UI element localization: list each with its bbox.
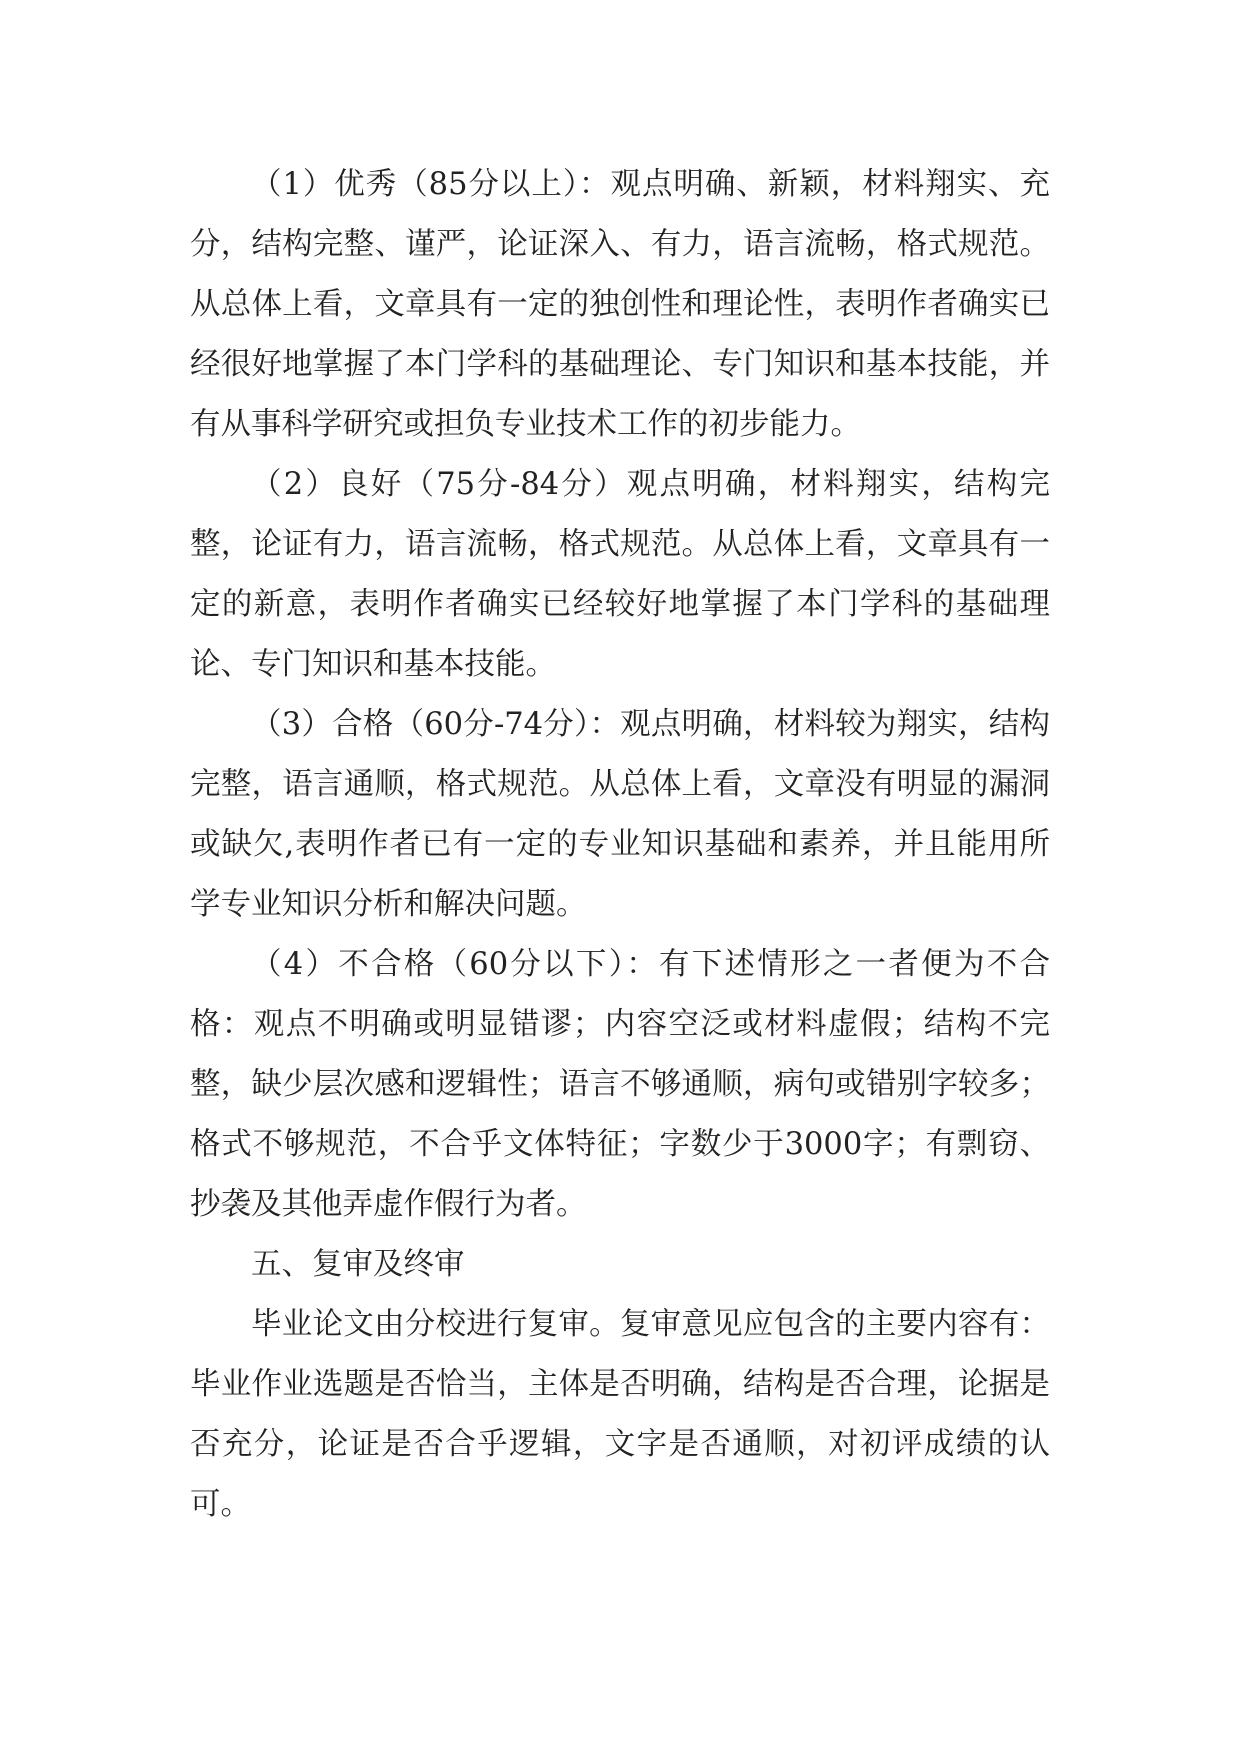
grade-fail-paragraph: （4）不合格（60分以下）：有下述情形之一者便为不合格：观点不明确或明显错谬；内容空泛或材料虚假；结构不完整，缺少层次感和逻辑性；语言不够通顺，病句或错别字较多；格式不够规范，不合乎文体特征；字数少于3000字；有剽窃、抄袭及其他弄虚作假行为者。	[190, 947, 1050, 1222]
section-heading: 五、复审及终审	[251, 1247, 465, 1282]
review-paragraph: 毕业论文由分校进行复审。复审意见应包含的主要内容有：毕业作业选题是否恰当，主体是否明确，结构是否合理，论据是否充分，论证是否合乎逻辑，文字是否通顺，对初评成绩的认可。	[190, 1307, 1050, 1522]
grade-good-paragraph: （2）良好（75分-84分）观点明确，材料翔实，结构完整，论证有力，语言流畅，格式规范。从总体上看，文章具有一定的新意，表明作者确实已经较好地掌握了本门学科的基础理论、专门知识和基本技能。	[190, 467, 1050, 682]
grade-pass-paragraph: （3）合格（60分-74分）：观点明确，材料较为翔实，结构完整，语言通顺，格式规范。从总体上看，文章没有明显的漏洞或缺欠,表明作者已有一定的专业知识基础和素养，并且能用所学专业知识分析和解决问题。	[190, 707, 1050, 922]
document-body	[190, 155, 1050, 1535]
grade-excellent-paragraph: （1）优秀（85分以上）：观点明确、新颖，材料翔实、充分，结构完整、谨严，论证深入、有力，语言流畅，格式规范。从总体上看，文章具有一定的独创性和理论性，表明作者确实已经很好地掌握了本门学科的基础理论、专门知识和基本技能，并有从事科学研究或担负专业技术工作的初步能力。	[190, 167, 1050, 442]
